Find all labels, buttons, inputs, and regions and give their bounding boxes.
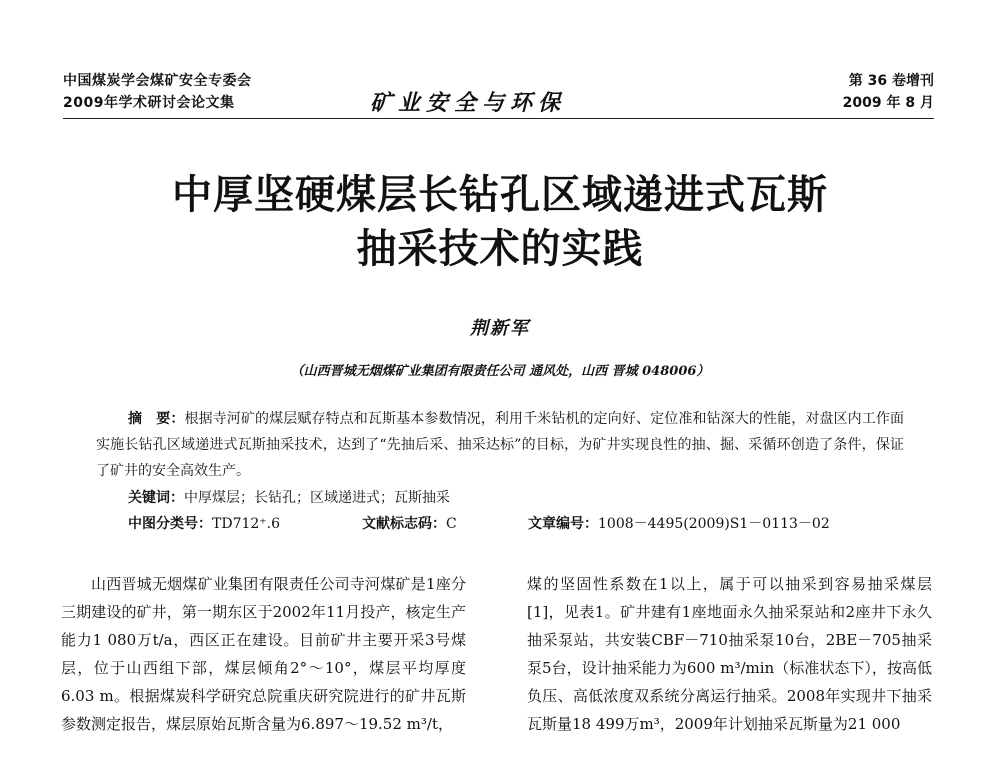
- article-number: [528, 511, 830, 537]
- abstract: [96, 406, 904, 484]
- clc-value: TD712⁺.6: [212, 516, 281, 532]
- paper-title: [0, 168, 1000, 276]
- affiliation: （山西晋城无烟煤矿业集团有限责任公司 通风处，山西 晋城 048006）: [290, 364, 710, 379]
- article-number-label: 文章编号：: [528, 516, 598, 532]
- journal-name: 矿业安全与环保: [370, 90, 567, 116]
- body-paragraph-right: 煤的坚固性系数在1以上，属于可以抽采到容易抽采煤层[1]，见表1。矿井建有1座地面永久抽采泵站和2座井下永久抽采泵站，共安装CBF－710抽采泵10台，2BE－705抽采泵5台，设计抽采能力为600 m³/min（标准状态下），按高低负压、高低浓度双系统分离运行抽采。2008年实现井下抽采瓦斯量18 499万m³，2009年计划抽采瓦斯量为21 000: [527, 575, 932, 733]
- header-right: [843, 70, 934, 114]
- header-left: [63, 70, 252, 114]
- keywords-text: 中厚煤层；长钻孔；区域递进式；瓦斯抽采: [184, 490, 450, 506]
- abstract-text: 根据寺河矿的煤层赋存特点和瓦斯基本参数情况，利用千米钻机的定向好、定位准和钻深大的性能，对盘区内工作面实施长钻孔区域递进式瓦斯抽采技术，达到了“先抽后采、抽采达标”的目标，为矿井实现良性的抽、掘、采循环创造了条件，保证了矿井的安全高效生产。: [96, 411, 905, 479]
- body-column-left: [61, 570, 466, 738]
- clc-number: [128, 511, 280, 537]
- title-line-1: 中厚坚硬煤层长钻孔区域递进式瓦斯: [172, 172, 828, 218]
- document-code: [362, 511, 457, 537]
- volume-info: 第 36 卷增刊: [848, 73, 934, 89]
- header-society: 中国煤炭学会煤矿安全专委会: [63, 73, 252, 89]
- body-paragraph-left: 山西晋城无烟煤矿业集团有限责任公司寺河煤矿是1座分三期建设的矿井，第一期东区于2002年11月投产，核定生产能力1 080万t/a，西区正在建设。目前矿井主要开采3号煤层，位于山西组下部，煤层倾角2°～10°，煤层平均厚度6.03 m。根据煤炭科学研究总院重庆研究院进行的矿井瓦斯参数测定报告，煤层原始瓦斯含量为6.897～19.52 m³/t，: [61, 575, 466, 733]
- doc-code-value: C: [446, 516, 457, 532]
- author-name: 荆新军: [470, 318, 530, 339]
- title-line-2: 抽采技术的实践: [356, 226, 644, 272]
- body-column-right: [527, 570, 932, 738]
- keywords-label: 关键词：: [128, 490, 184, 506]
- header-proceedings: 2009年学术研讨会论文集: [63, 95, 235, 111]
- abstract-label: 摘 要：: [128, 411, 185, 427]
- keywords: [128, 485, 450, 511]
- clc-label: 中图分类号：: [128, 516, 212, 532]
- header-rule: [63, 118, 934, 119]
- article-number-value: 1008－4495(2009)S1－0113－02: [598, 516, 830, 532]
- issue-date: 2009 年 8 月: [842, 95, 934, 111]
- doc-code-label: 文献标志码：: [362, 516, 446, 532]
